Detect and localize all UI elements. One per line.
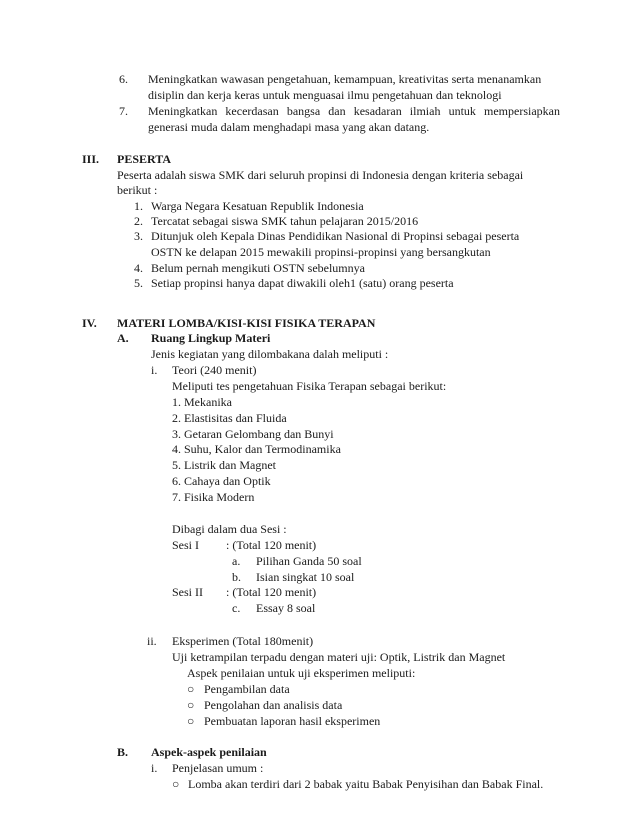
subsection-b-letter: B.: [117, 745, 129, 759]
eksperimen-item: Pembuatan laporan hasil eksperimen: [204, 714, 381, 728]
topic-item: 3. Getaran Gelombang dan Bunyi: [172, 427, 334, 441]
sesi-2-item-text: Essay 8 soal: [256, 601, 316, 615]
intro-item-7-line1: Meningkatkan kecerdasan bangsa dan kesadaran ilmiah untuk mempersiapkan: [148, 104, 560, 118]
intro-item-6-number: 6.: [119, 72, 128, 86]
peserta-item-number: 4.: [134, 261, 143, 275]
sesi-intro: Dibagi dalam dua Sesi :: [172, 522, 287, 536]
penjelasan-item: Lomba akan terdiri dari 2 babak yaitu Babak Penyisihan dan Babak Final.: [188, 777, 544, 791]
subsection-a-intro: Jenis kegiatan yang dilombakana dalah meliputi :: [151, 347, 389, 361]
penjelasan-number: i.: [151, 761, 158, 775]
peserta-item-number: 3.: [134, 229, 143, 243]
eksperimen-number: ii.: [147, 634, 157, 648]
topic-item: 6. Cahaya dan Optik: [172, 474, 271, 488]
section-iv-number: IV.: [82, 316, 97, 330]
peserta-item-text: Ditunjuk oleh Kepala Dinas Pendidikan Nasional di Propinsi sebagai peserta: [151, 229, 520, 243]
sesi-1-item-text: Isian singkat 10 soal: [256, 570, 355, 584]
subsection-a-title: Ruang Lingkup Materi: [151, 331, 271, 345]
peserta-item-text: Warga Negara Kesatuan Republik Indonesia: [151, 199, 364, 213]
peserta-description-line1: Peserta adalah siswa SMK dari seluruh propinsi di Indonesia dengan kriteria sebagai: [117, 168, 524, 182]
peserta-item-text: Tercatat sebagai siswa SMK tahun pelajaran 2015/2016: [151, 214, 419, 228]
bullet-circle-icon: ○: [172, 777, 180, 791]
topic-item: 5. Listrik dan Magnet: [172, 458, 276, 472]
sesi-1-total: : (Total 120 menit): [226, 538, 317, 552]
eksperimen-item: Pengolahan dan analisis data: [204, 698, 343, 712]
teori-number: i.: [151, 363, 158, 377]
sesi-1-item-letter: b.: [232, 570, 241, 584]
teori-title: Teori (240 menit): [172, 363, 257, 377]
section-iv-title: MATERI LOMBA/KISI-KISI FISIKA TERAPAN: [117, 316, 376, 330]
topic-item: 4. Suhu, Kalor dan Termodinamika: [172, 442, 341, 456]
bullet-circle-icon: ○: [187, 714, 195, 728]
peserta-item-number: 2.: [134, 214, 143, 228]
eksperimen-description: Uji ketrampilan terpadu dengan materi uji: Optik, Listrik dan Magnet: [172, 650, 506, 664]
intro-item-6-line1: Meningkatkan wawasan pengetahuan, kemampuan, kreativitas serta menanamkan: [148, 72, 542, 86]
eksperimen-aspek: Aspek penilaian untuk uji eksperimen meliputi:: [187, 666, 416, 680]
topic-item: 2. Elastisitas dan Fluida: [172, 411, 287, 425]
sesi-2-total: : (Total 120 menit): [226, 585, 317, 599]
sesi-1-label: Sesi I: [172, 538, 199, 552]
eksperimen-title: Eksperimen (Total 180menit): [172, 634, 314, 648]
section-iii-number: III.: [82, 152, 100, 166]
intro-item-7-line2: generasi muda dalam menghadapi masa yang akan datang.: [148, 120, 430, 134]
sesi-2-label: Sesi II: [172, 585, 203, 599]
peserta-item-text-continued: OSTN ke delapan 2015 mewakili propinsi-propinsi yang bersangkutan: [151, 245, 491, 259]
teori-description: Meliputi tes pengetahuan Fisika Terapan sebagai berikut:: [172, 379, 447, 393]
topic-item: 7. Fisika Modern: [172, 490, 255, 504]
bullet-circle-icon: ○: [187, 698, 195, 712]
subsection-a-letter: A.: [117, 331, 129, 345]
peserta-item-text: Belum pernah mengikuti OSTN sebelumnya: [151, 261, 365, 275]
peserta-item-text: Setiap propinsi hanya dapat diwakili oleh1 (satu) orang peserta: [151, 276, 454, 290]
intro-item-7-number: 7.: [119, 104, 128, 118]
bullet-circle-icon: ○: [187, 682, 195, 696]
sesi-2-item-letter: c.: [232, 601, 241, 615]
subsection-b-title: Aspek-aspek penilaian: [151, 745, 267, 759]
topic-item: 1. Mekanika: [172, 395, 232, 409]
intro-item-6-line2: disiplin dan kerja keras untuk menguasai ilmu pengetahuan dan teknologi: [148, 88, 502, 102]
peserta-item-number: 1.: [134, 199, 143, 213]
peserta-item-number: 5.: [134, 276, 143, 290]
section-iii-title: PESERTA: [117, 152, 172, 166]
penjelasan-title: Penjelasan umum :: [172, 761, 264, 775]
sesi-1-item-letter: a.: [232, 554, 241, 568]
peserta-description-line2: berikut :: [117, 183, 158, 197]
sesi-1-item-text: Pilihan Ganda 50 soal: [256, 554, 362, 568]
eksperimen-item: Pengambilan data: [204, 682, 290, 696]
